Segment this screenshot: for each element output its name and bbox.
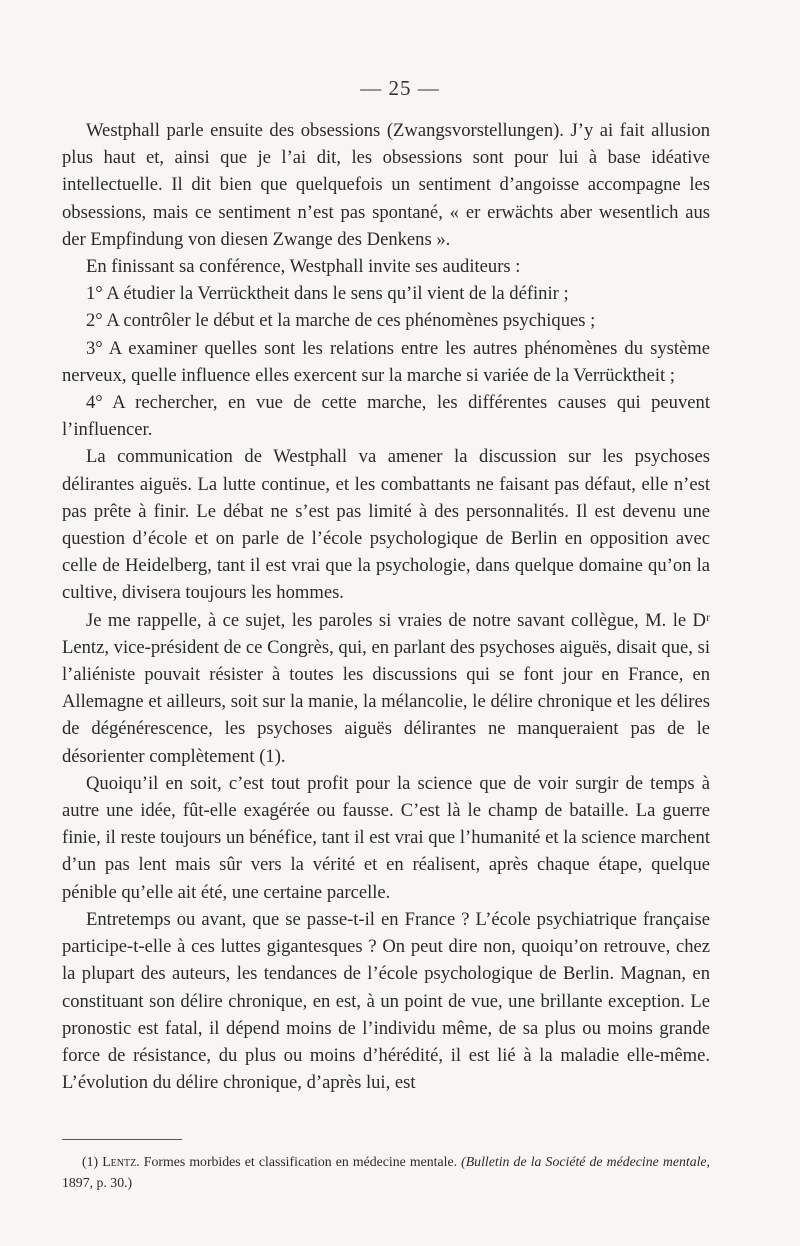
footnote-divider xyxy=(62,1139,182,1140)
paragraph: Westphall parle ensuite des obsessions (Zwangsvorstellungen). J’y ai fait allusion plus haut et, ainsi que je l’ai dit, les obsessions sont pour lui à base idéative intellectuelle. Il dit bien que quelquefois un sentiment d’angoisse accompagne les obsessions, mais ce sentiment n’est pas spontané, « er erwächts aber wesentlich aus der Empfindung von diesen Zwange des Denkens ». xyxy=(62,120,710,250)
list-item: 3° A examiner quelles sont les relations entre les autres phénomènes du système nerveux, quelle influence elles exercent sur la marche si variée de la Verrücktheit ; xyxy=(62,337,710,386)
paragraph: Je me rappelle, à ce sujet, les paroles si vraies de notre savant collègue, M. le Dʳ Lentz, vice-président de ce Congrès, qui, en parlant des psychoses aiguës, disait que, si l’aliéniste pouvait résister à toutes les discussions qui se font jour en France, en Allemagne et ailleurs, soit sur la manie, la mélancolie, le délire chronique et les délires de dégénérescence, les psychoses aiguës délirantes ne manqueraient pas de le désorienter complètement (1). xyxy=(62,609,710,767)
footnote-author: Lentz. xyxy=(102,1154,140,1169)
footnote-source: (Bulletin de la Société de médecine mentale, xyxy=(461,1154,711,1169)
footnote xyxy=(62,1151,710,1193)
body-text xyxy=(62,117,710,1096)
paragraph: Quoiqu’il en soit, c’est tout profit pour la science que de voir surgir de temps à autre une idée, fût-elle exagérée ou fausse. C’est là le champ de bataille. La guerre finie, il reste toujours un bénéfice, tant il est vrai que l’humanité et la science marchent d’un pas lent mais sûr vers la vérité et en réalisent, après chaque étape, quelque pénible qu’elle ait été, une certaine parcelle. xyxy=(62,772,710,903)
list-item: 4° A rechercher, en vue de cette marche, les différentes causes qui peuvent l’influencer. xyxy=(62,392,710,441)
page-number: — 25 — xyxy=(360,76,440,100)
paragraph: Entretemps ou avant, que se passe-t-il en France ? L’école psychiatrique française participe-t-elle à ces luttes gigantesques ? On peut dire non, quoiqu’on retrouve, chez la plupart des auteurs, les tendances de l’école psychologique de Berlin. Magnan, en constituant son délire chronique, en est, à un point de vue, une brillante exception. Le pronostic est fatal, il dépend moins de l’individu même, de sa plus ou moins grande force de résistance, du plus ou moins d’hérédité, il est lié à la maladie elle-même. L’évolution du délire chronique, d’après lui, est xyxy=(62,908,710,1094)
footnote-marker: (1) xyxy=(82,1154,99,1169)
paragraph: En finissant sa conférence, Westphall invite ses auditeurs : xyxy=(86,256,521,278)
list-item: 2° A contrôler le début et la marche de ces phénomènes psychiques ; xyxy=(86,310,596,332)
footnote-text: Formes morbides et classification en médecine mentale. xyxy=(139,1154,462,1169)
footnote-details: 1897, p. 30.) xyxy=(62,1175,133,1190)
paragraph: La communication de Westphall va amener la discussion sur les psychoses délirantes aiguës. La lutte continue, et les combattants ne faisant pas défaut, elle n’est pas prête à finir. Le débat ne s’est pas limité à des personnalités. Il est devenu une question d’école et on parle de l’école psychologique de Berlin en opposition avec celle de Heidelberg, tant il est vrai que la psychologie, dans quelque domaine qu’on la cultive, divisera toujours les hommes. xyxy=(62,446,710,604)
list-item: 1° A étudier la Verrücktheit dans le sens qu’il vient de la définir ; xyxy=(86,283,569,305)
